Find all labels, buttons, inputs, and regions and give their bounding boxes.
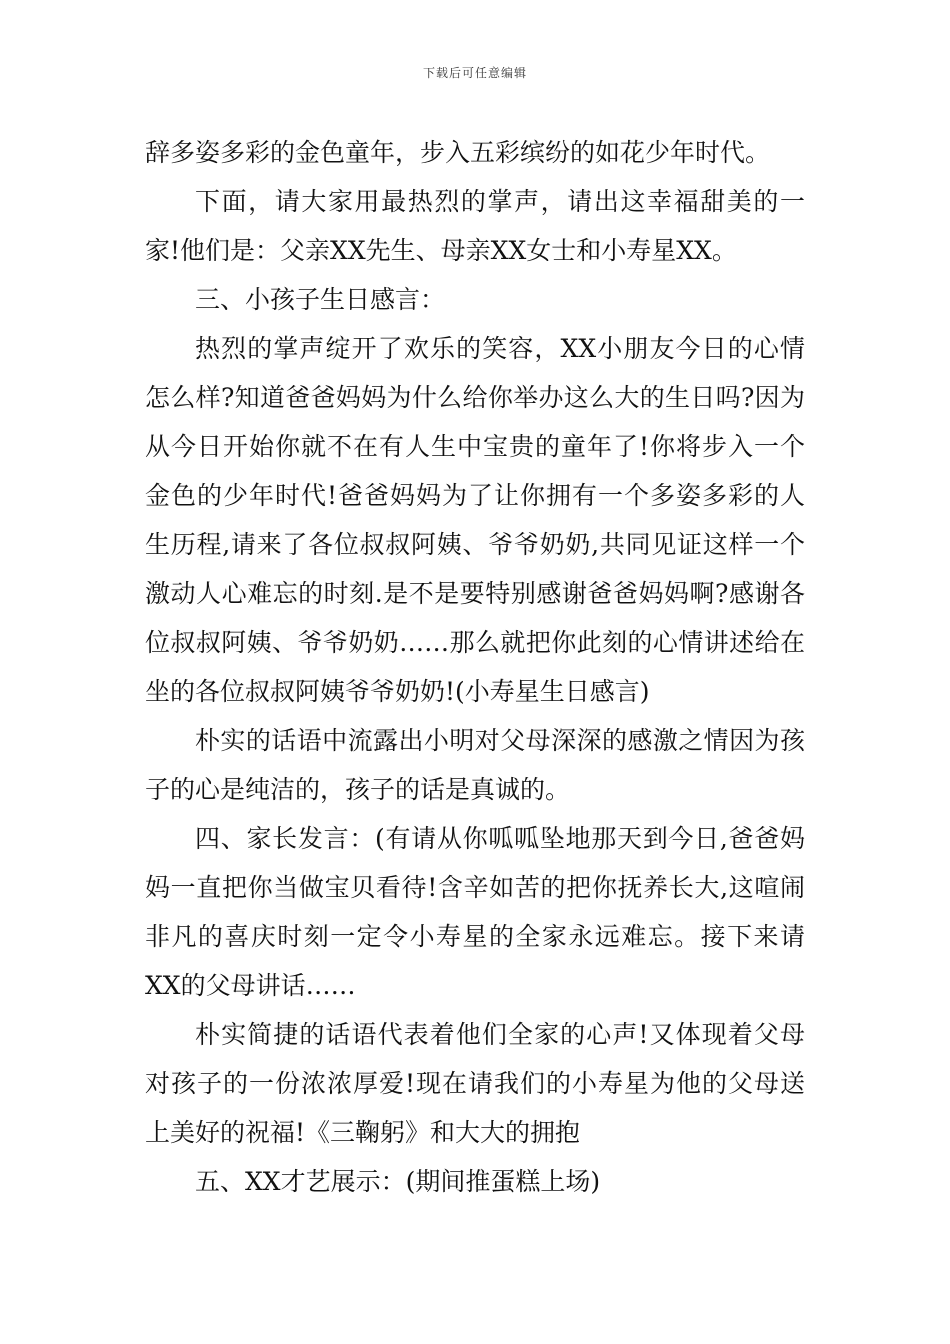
header-note: 下载后可任意编辑 — [422, 66, 527, 80]
paragraph-7: 朴实简捷的话语代表着他们全家的心声!又体现着父母对孩子的一份浓浓厚爱!现在请我们的小寿星为他的父母送上美好的祝福!《三鞠躬》和大大的拥抱 — [145, 1020, 805, 1147]
section-heading-4: 四、家长发言：(有请从你呱呱坠地那天到今日,爸爸妈妈一直把你当做宝贝看待!含辛如苦的把你抚养长大,这喧闹非凡的喜庆时刻一定令小寿星的全家永远难忘。接下来请XX的父母讲话…… — [145, 824, 805, 1000]
paragraph-5: 朴实的话语中流露出小明对父母深深的感激之情因为孩子的心是纯洁的，孩子的话是真诚的。 — [145, 726, 805, 804]
section-heading-5: 五、XX才艺展示：(期间推蛋糕上场) — [195, 1167, 601, 1196]
paragraph-1: 辞多姿多彩的金色童年，步入五彩缤纷的如花少年时代。 — [145, 138, 771, 167]
paragraph-2: 下面，请大家用最热烈的掌声，请出这幸福甜美的一家!他们是：父亲XX先生、母亲XX女士和小寿星XX。 — [145, 187, 805, 265]
paragraph-4: 热烈的掌声绽开了欢乐的笑容，XX小朋友今日的心情怎么样?知道爸爸妈妈为什么给你举办这么大的生日吗?因为从今日开始你就不在有人生中宝贵的童年了!你将步入一个金色的少年时代!爸爸妈妈为了让你拥有一个多姿多彩的人生历程,请来了各位叔叔阿姨、爷爷奶奶,共同见证这样一个激动人心难忘的时刻.是不是要特别感谢爸爸妈妈啊?感谢各位叔叔阿姨、爷爷奶奶……那么就把你此刻的心情讲述给在坐的各位叔叔阿姨爷爷奶奶!(小寿星生日感言) — [145, 334, 805, 706]
document-body — [145, 128, 805, 1206]
section-heading-3: 三、小孩子生日感言： — [195, 285, 446, 314]
